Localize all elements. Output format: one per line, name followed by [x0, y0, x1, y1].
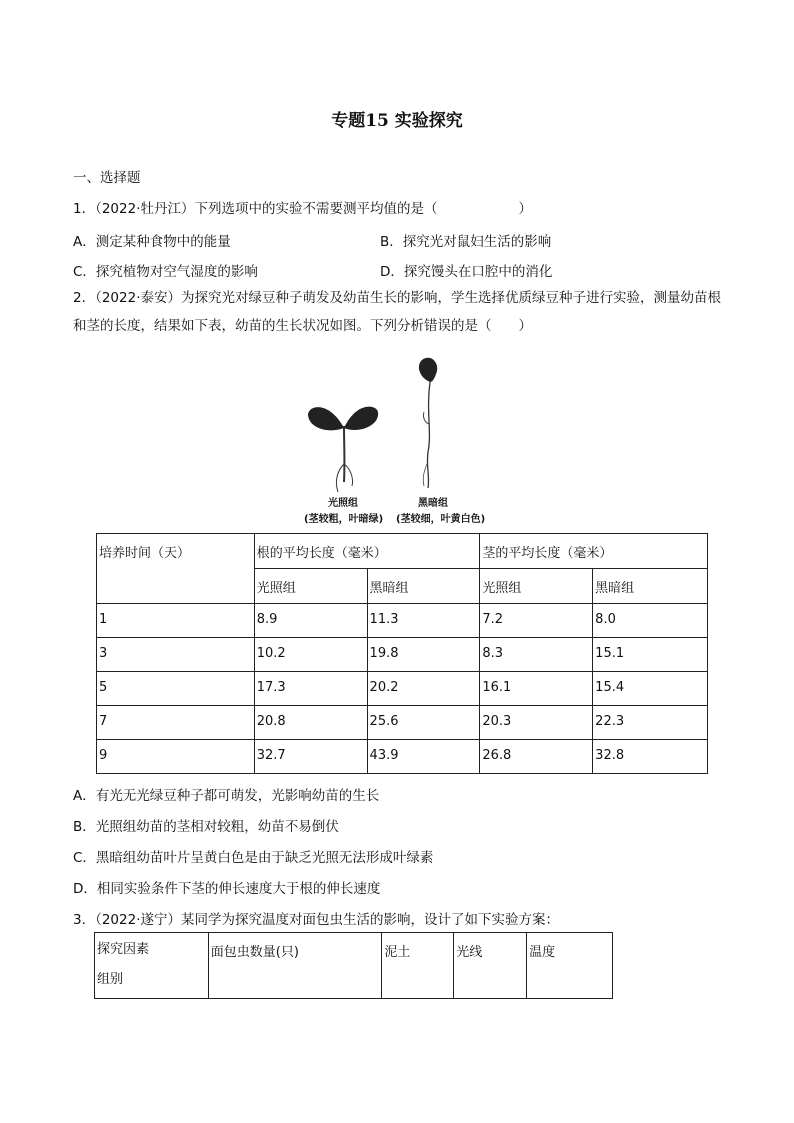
table-cell: 7.2 — [480, 604, 593, 638]
header-stem: 茎的平均长度（毫米） — [480, 534, 708, 569]
subheader-stem-light: 光照组 — [480, 569, 593, 604]
light-group-note: (茎较粗，叶暗绿) — [304, 514, 384, 525]
table-row — [97, 740, 708, 774]
dark-group-label: 黑暗组 — [418, 498, 448, 509]
table-cell: 25.6 — [367, 706, 480, 740]
table-cell: 8.0 — [593, 604, 708, 638]
table-cell: 3 — [97, 638, 255, 672]
header-soil: 泥土 — [382, 933, 454, 999]
experiment-design-table — [94, 932, 613, 999]
table-cell: 26.8 — [480, 740, 593, 774]
table-cell: 17.3 — [254, 672, 367, 706]
section-heading: 一、选择题 — [73, 170, 141, 186]
table-cell: 22.3 — [593, 706, 708, 740]
table-cell: 8.3 — [480, 638, 593, 672]
header-count: 面包虫数量(只) — [208, 933, 382, 999]
q2-option-b: B．光照组幼苗的茎相对较粗，幼苗不易倒伏 — [73, 819, 339, 835]
light-seedling — [308, 407, 378, 492]
table-cell: 11.3 — [367, 604, 480, 638]
table-cell: 15.4 — [593, 672, 708, 706]
table-cell: 15.1 — [593, 638, 708, 672]
header-light: 光线 — [454, 933, 527, 999]
table-row — [97, 672, 708, 706]
q1-option-a: A．测定某种食物中的能量 — [73, 234, 231, 250]
q2-option-d: D．相同实验条件下茎的伸长速度大于根的伸长速度 — [73, 881, 381, 897]
table-cell: 9 — [97, 740, 255, 774]
dark-group-note: (茎较细，叶黄白色) — [396, 514, 486, 525]
subheader-root-light: 光照组 — [254, 569, 367, 604]
table-cell: 20.2 — [367, 672, 480, 706]
q1-option-b: B．探究光对鼠妇生活的影响 — [380, 234, 552, 250]
table-cell: 19.8 — [367, 638, 480, 672]
q1-option-d: D．探究馒头在口腔中的消化 — [380, 264, 553, 280]
table-row — [97, 604, 708, 638]
q1-option-c: C．探究植物对空气湿度的影响 — [73, 264, 258, 280]
q1-stem: 1．（2022·牡丹江）下列选项中的实验不需要测平均值的是（ ） — [73, 201, 532, 217]
table-cell: 16.1 — [480, 672, 593, 706]
table-cell: 8.9 — [254, 604, 367, 638]
table-cell: 7 — [97, 706, 255, 740]
header-factor: 探究因素 — [97, 942, 150, 957]
table-cell: 1 — [97, 604, 255, 638]
table-cell: 5 — [97, 672, 255, 706]
q2-option-c: C．黑暗组幼苗叶片呈黄白色是由于缺乏光照无法形成叶绿素 — [73, 850, 434, 866]
page-title: 专题15 实验探究 — [331, 111, 463, 131]
table-cell: 20.8 — [254, 706, 367, 740]
table-cell: 43.9 — [367, 740, 480, 774]
subheader-stem-dark: 黑暗组 — [593, 569, 708, 604]
q2-option-a: A．有光无光绿豆种子都可萌发，光影响幼苗的生长 — [73, 788, 380, 804]
seedling-figure — [300, 352, 490, 527]
light-group-label: 光照组 — [328, 498, 358, 509]
dark-seedling — [419, 358, 437, 488]
header-temperature: 温度 — [527, 933, 613, 999]
table-cell: 20.3 — [480, 706, 593, 740]
header-group: 组别 — [97, 972, 124, 987]
header-root: 根的平均长度（毫米） — [254, 534, 480, 569]
header-factor-group — [95, 933, 209, 999]
q3-stem: 3．（2022·遂宁）某同学为探究温度对面包虫生活的影响，设计了如下实验方案： — [73, 912, 559, 928]
header-time: 培养时间（天） — [97, 534, 255, 604]
table-row — [97, 638, 708, 672]
table-row — [97, 706, 708, 740]
subheader-root-dark: 黑暗组 — [367, 569, 480, 604]
table-cell: 32.7 — [254, 740, 367, 774]
seedling-length-table — [96, 533, 708, 774]
q2-stem: 2．（2022·泰安）为探究光对绿豆种子萌发及幼苗生长的影响，学生选择优质绿豆种子进行实验，测量幼苗根和茎的长度，结果如下表，幼苗的生长状况如图。下列分析错误的是（ ） — [73, 290, 721, 334]
table-cell: 10.2 — [254, 638, 367, 672]
table-cell: 32.8 — [593, 740, 708, 774]
